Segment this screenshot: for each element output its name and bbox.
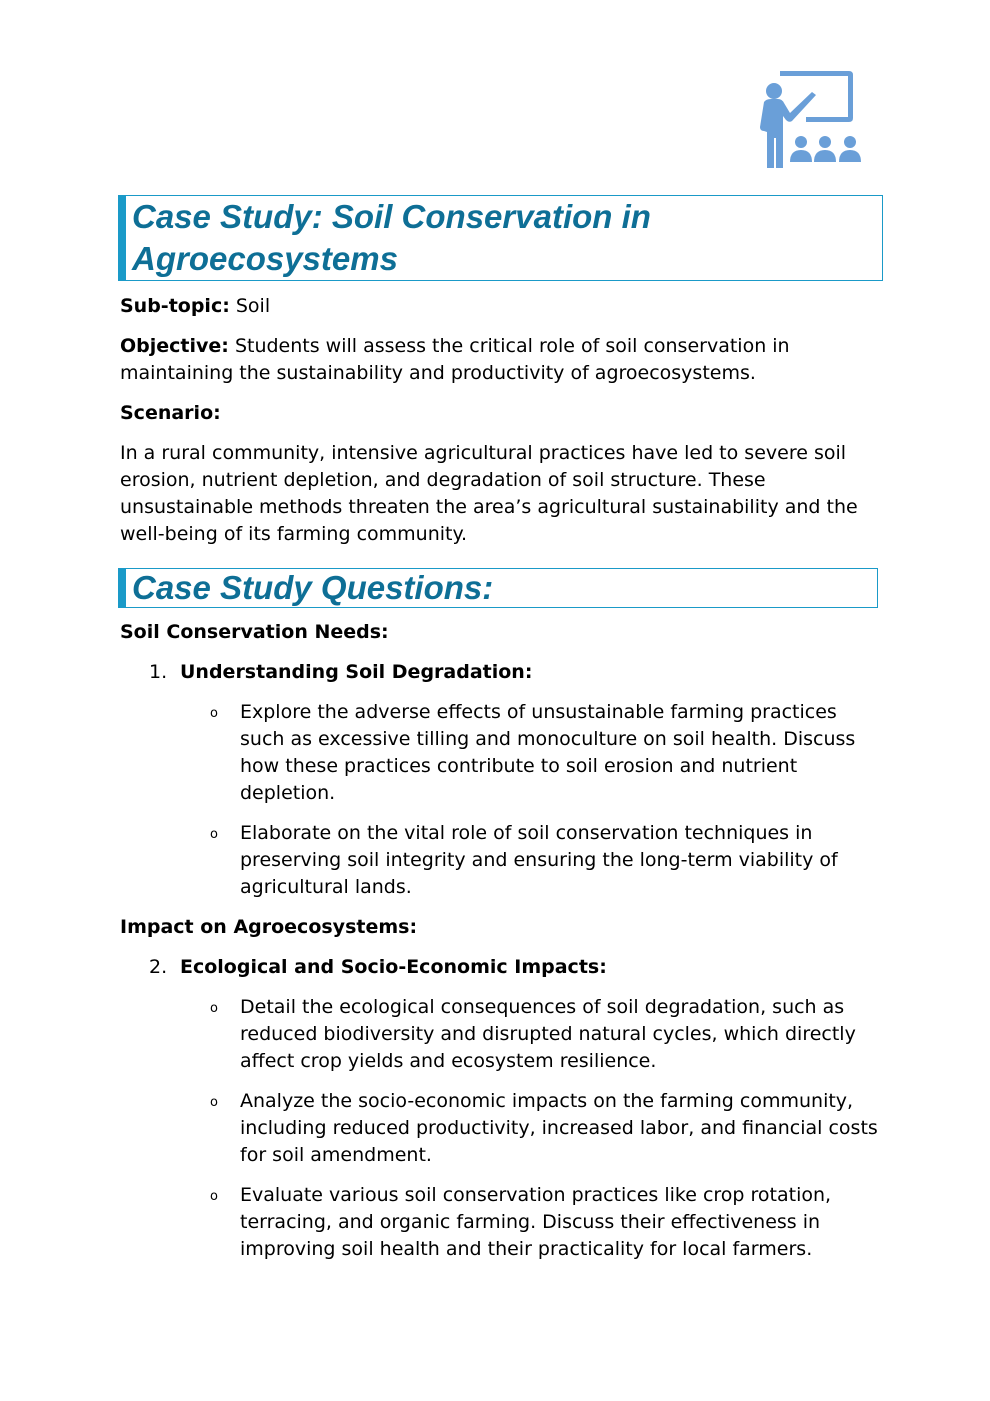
item-title: Understanding Soil Degradation: bbox=[180, 661, 533, 683]
objective-label: Objective: bbox=[120, 335, 229, 357]
subtopic-label: Sub-topic: bbox=[120, 295, 230, 317]
bullet-marker-icon: o bbox=[210, 1001, 218, 1016]
list-item bbox=[120, 699, 878, 807]
item-number: 2. bbox=[149, 956, 168, 978]
bullet-text: Detail the ecological consequences of soil degradation, such as reduced biodiversity and disrupted natural cycles, which directly affect crop yields and ecosystem resilience. bbox=[240, 996, 856, 1072]
document-body bbox=[120, 195, 878, 1263]
bullet-marker-icon: o bbox=[210, 706, 218, 721]
list-item bbox=[120, 820, 878, 901]
bullet-marker-icon: o bbox=[210, 827, 218, 842]
document-title: Case Study: Soil Conservation in Agroecosystems bbox=[118, 195, 883, 281]
bullet-text: Evaluate various soil conservation practices like crop rotation, terracing, and organic farming. Discuss their effectiveness in improving soil health and their practicality for local farmers. bbox=[240, 1184, 832, 1260]
item-title: Ecological and Socio-Economic Impacts: bbox=[180, 956, 607, 978]
subtopic-line bbox=[120, 293, 878, 320]
numbered-item bbox=[120, 954, 878, 981]
bullet-marker-icon: o bbox=[210, 1095, 218, 1110]
list-item bbox=[120, 994, 878, 1075]
section-heading: Impact on Agroecosystems: bbox=[120, 916, 418, 938]
numbered-item bbox=[120, 659, 878, 686]
item-number: 1. bbox=[149, 661, 168, 683]
bullet-text: Explore the adverse effects of unsustainable farming practices such as excessive tilling and monoculture on soil health. Discuss how these practices contribute to soil erosion and nutrient depletion. bbox=[240, 701, 856, 804]
objective-paragraph bbox=[120, 333, 878, 387]
objective-text: Students will assess the critical role of soil conservation in maintaining the sustainability and productivity of agroecosystems. bbox=[120, 335, 790, 384]
subtopic-value: Soil bbox=[235, 295, 271, 317]
list-item bbox=[120, 1182, 878, 1263]
bullet-text: Analyze the socio-economic impacts on the farming community, including reduced productivity, increased labor, and financial costs for soil amendment. bbox=[240, 1090, 878, 1166]
list-item bbox=[120, 1088, 878, 1169]
questions-heading: Case Study Questions: bbox=[118, 568, 878, 608]
section-heading: Soil Conservation Needs: bbox=[120, 621, 389, 643]
scenario-text: In a rural community, intensive agricultural practices have led to severe soil erosion, nutrient depletion, and degradation of soil structure. These unsustainable methods threaten the area’s agricultural sustainability and the well-being of its farming community. bbox=[120, 442, 858, 545]
scenario-label: Scenario: bbox=[120, 402, 221, 424]
teacher-presentation-icon bbox=[754, 68, 866, 170]
bullet-text: Elaborate on the vital role of soil conservation techniques in preserving soil integrity and ensuring the long-term viability of agricultural lands. bbox=[240, 822, 838, 898]
bullet-marker-icon: o bbox=[210, 1189, 218, 1204]
